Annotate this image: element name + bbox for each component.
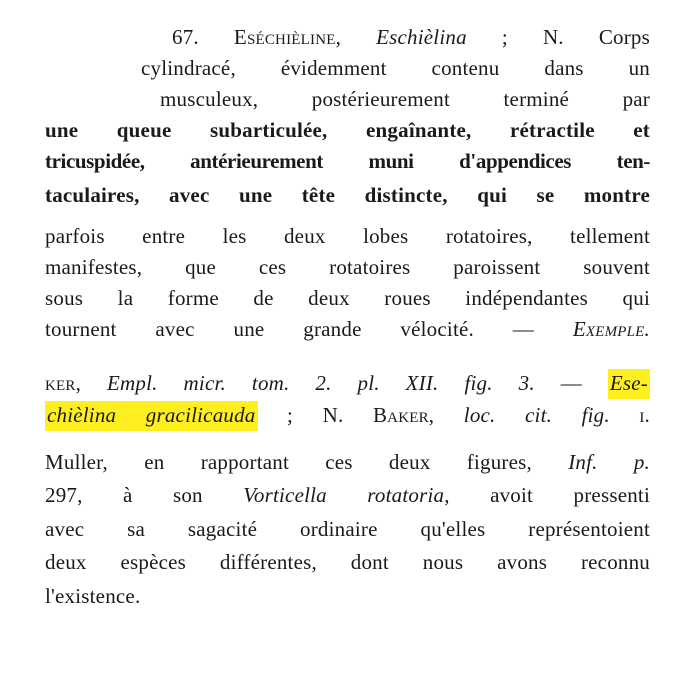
text-line-5: tricuspidée, antérieurement muni d'appendices ten- — [45, 149, 650, 173]
text-line-7: parfois entre les deux lobes rotatoires, tellement — [45, 224, 650, 248]
text-line-1: 67. Eséchièline, Eschièlina ; N. Corps — [172, 25, 650, 49]
text-line-8: manifestes, que ces rotatoires paroissent souvent — [45, 255, 650, 279]
text-line-10: tournent avec une grande vélocité. — Exemple. — [45, 317, 650, 341]
author-baker: Baker — [372, 403, 429, 427]
text-line-3: musculeux, postérieurement terminé par — [160, 87, 650, 111]
text-line-6: taculaires, avec une tête distincte, qui se montre — [45, 183, 650, 207]
entry-number: 67. — [172, 25, 234, 49]
highlighted-species-name: chièlina gracilicauda — [45, 401, 258, 431]
citation-baker: Empl. micr. tom. 2. pl. XII. fig. 3. — [107, 371, 535, 395]
text-line-11: ker, Empl. micr. tom. 2. pl. XII. fig. 3. — Ese- — [45, 368, 650, 398]
text-line-9: sous la forme de deux roues indépendantes qui — [45, 286, 650, 310]
species-vorticella: Vorticella rotatoria — [243, 483, 445, 507]
text-line-14: 297, à son Vorticella rotatoria, avoit pressenti — [45, 483, 650, 507]
text-line-4: une queue subarticulée, engaînante, rétractile et — [45, 118, 650, 142]
highlighted-text: Ese- — [608, 369, 650, 399]
text-line-15: avec sa sagacité ordinaire qu'elles représentoient — [45, 517, 650, 541]
text-line-16: deux espèces différentes, dont nous avons reconnu — [45, 550, 650, 574]
text-line-13: Muller, en rapportant ces deux figures, Inf. p. — [45, 450, 650, 474]
example-label: Exemple. — [572, 317, 650, 341]
genus-name-french: Eséchièline — [233, 25, 336, 49]
genus-name-latin: Eschièlina — [376, 25, 467, 49]
text-line-17: l'existence. — [45, 584, 141, 608]
text-line-2: cylindracé, évidemment contenu dans un — [141, 56, 650, 80]
text-line-12: chièlina gracilicauda ; N. Baker, loc. cit. fig. i. — [45, 400, 650, 430]
